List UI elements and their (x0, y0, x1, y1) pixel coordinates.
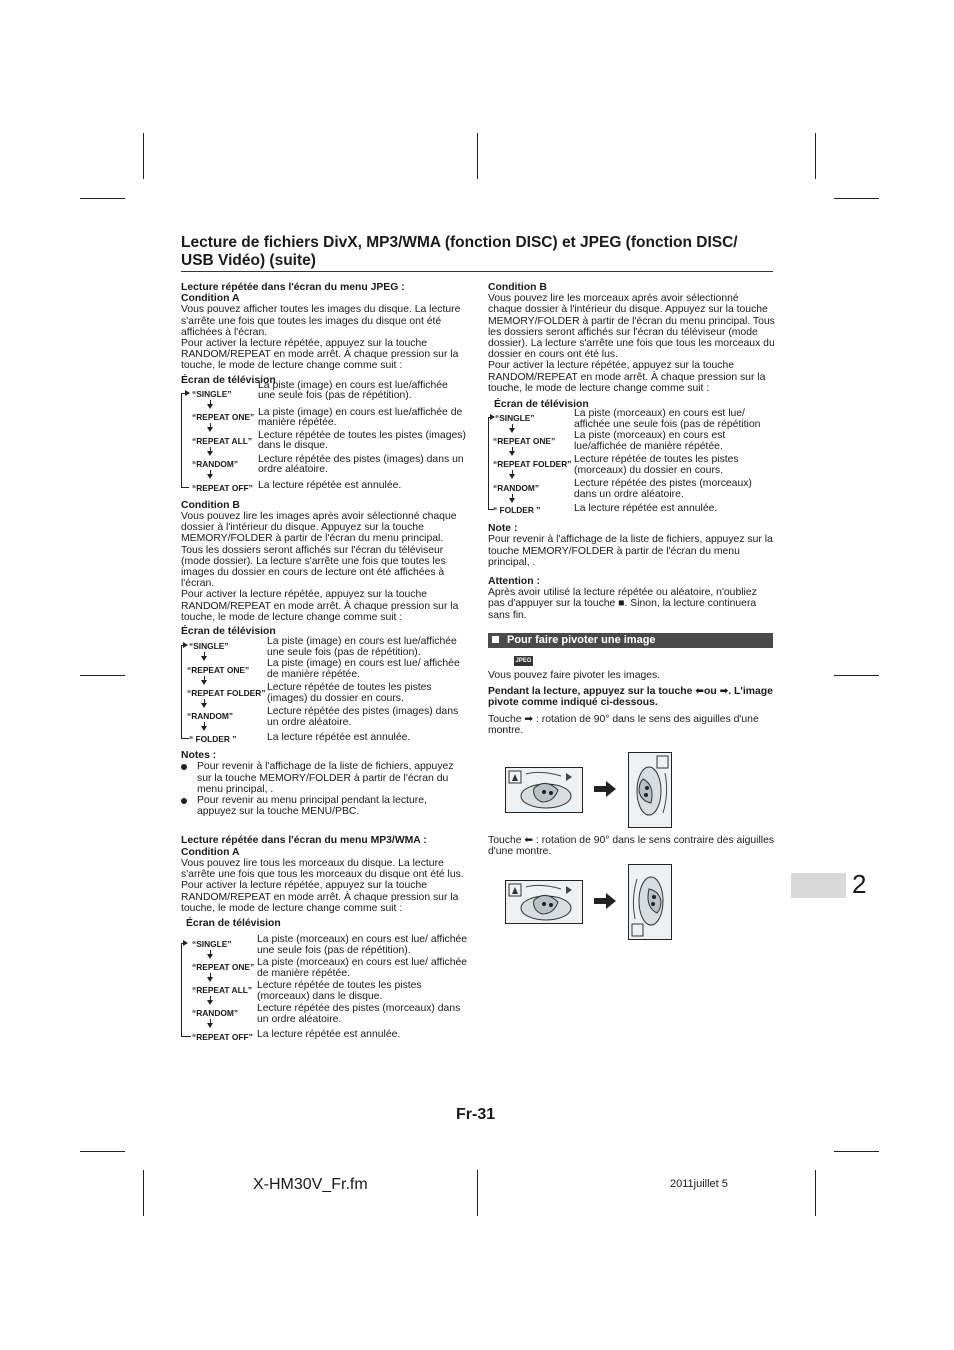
mode-description: Lecture répétée des pistes (morceaux) dans un ordre aléatoire. (574, 478, 752, 500)
mode-description: La piste (morceaux) en cours est lue/ affichée une seule fois (pas de répétition (574, 408, 761, 430)
mode-description: La lecture répétée est annulée. (258, 479, 402, 491)
square-bullet-icon (492, 636, 499, 643)
loop-line (181, 738, 189, 739)
attention-text: Après avoir utilisé la lecture répétée ou aléatoire, n'oubliez pas d'appuyer sur la touche ■. Sinon, la lecture continuera sans fin. (488, 587, 757, 621)
loop-line (181, 645, 182, 738)
mode-description: La piste (image) en cours est lue/affichée de manière répétée. (258, 406, 463, 429)
mode-repeat-one: “REPEAT ONE” (187, 665, 250, 676)
crop-mark (834, 1151, 879, 1152)
crop-mark (477, 1170, 478, 1216)
note-item: Pour revenir à l'affichage de la liste de fichiers, appuyez sur la touche MEMORY/FOLDER à partir de l'écran du menu principal, . (181, 761, 466, 795)
condition-b-text: Vous pouvez lire les images après avoir sélectionné chaque dossier à l'intérieur du disque. Appuyez sur la touche MEMORY/FOLDER à partir de l'écran du menu principal. Tous les dossiers seront affichés sur l'écran du téléviseur (mode dossier). La lecture s'arrête une fois que toutes les images du dossier en cours de lecture ont été affichées à l'écran. (181, 511, 457, 590)
mp3-condition-b-text: Vous pouvez lire les morceaux après avoir sélectionné chaque dossier à l'intérieur du disque. Appuyez sur la touche MEMORY/FOLDER à partir de l'écran du menu principal. Tous les dossiers seront affichés sur l'écran du téléviseur (mode dossier). La lecture s'arrête une fois que tous les morceaux du dossier en cours ont été lus. (488, 293, 775, 361)
down-arrow-icon (207, 427, 213, 432)
tv-screen-label: Écran de télévision (494, 399, 589, 411)
mode-repeat-one: “REPEAT ONE” (192, 962, 255, 973)
mode-description: La lecture répétée est annulée. (257, 1029, 401, 1041)
mp3-condition-b-instructions: Pour activer la lecture répétée, appuyez sur la touche RANDOM/REPEAT en mode arrêt. À chaque pression sur la touche, le mode de lecture change comme suit : (488, 360, 766, 394)
arrow-right-icon (594, 893, 616, 909)
portrait-photo-after (628, 752, 672, 828)
rotate-section-header (488, 633, 773, 648)
condition-a-text: Vous pouvez afficher toutes les images du disque. La lecture s'arrête une fois que toutes les images du disque ont été affichées à l'écran. (181, 304, 461, 338)
mode-repeat-all: “REPEAT ALL” (192, 435, 253, 446)
down-arrow-icon (201, 680, 207, 685)
down-arrow-icon (201, 726, 207, 731)
condition-b-instructions: Pour activer la lecture répétée, appuyez sur la touche RANDOM/REPEAT en mode arrêt. À chaque pression sur la touche, le mode de lecture change comme suit : (181, 589, 459, 623)
mp3-condition-a-text: Vous pouvez lire tous les morceaux du disque. La lecture s'arrête une fois que tous les morceaux du disque ont été lus. (181, 857, 464, 881)
loop-line (181, 943, 182, 1036)
down-arrow-icon (509, 428, 515, 433)
loop-arrow-icon (183, 940, 188, 946)
mode-repeat-all: “REPEAT ALL” (192, 985, 253, 996)
mode-description: La piste (image) en cours est lue/ affichée de manière répétée. (267, 658, 460, 680)
down-arrow-icon (207, 1023, 213, 1028)
down-arrow-icon (207, 404, 213, 409)
crop-mark (834, 198, 879, 199)
photo-illustration (629, 865, 671, 939)
rotate-section-title: Pour faire pivoter une image (507, 634, 656, 646)
mode-description: La lecture répétée est annulée. (267, 732, 411, 744)
crop-mark (815, 1170, 816, 1216)
crop-mark (477, 133, 478, 179)
mode-description: Lecture répétée des pistes (morceaux) dans un ordre aléatoire. (257, 1003, 461, 1025)
notes-list (181, 761, 466, 817)
loop-line (181, 1036, 191, 1037)
title-rule (181, 271, 773, 272)
crop-mark (834, 675, 879, 676)
jpeg-repeat-heading: Lecture répétée dans l'écran du menu JPEG : (181, 282, 405, 293)
notes-title: Notes : (181, 750, 217, 762)
crop-mark (80, 198, 125, 199)
footer-date: 2011juillet 5 (670, 1178, 728, 1190)
mode-random: “RANDOM” (192, 458, 239, 469)
portrait-photo-after (628, 864, 672, 940)
crop-mark (143, 133, 144, 179)
mp3-condition-b-title: Condition B (488, 282, 547, 293)
down-arrow-icon (207, 1000, 213, 1005)
rotate-section (488, 670, 775, 736)
loop-line (488, 417, 489, 509)
mode-description: Lecture répétée des pistes (images) dans un ordre aléatoire. (258, 453, 464, 476)
right-column (488, 282, 775, 621)
tv-screen-label: Écran de télévision (181, 626, 276, 638)
chapter-tab (791, 873, 846, 898)
note-text: Pour revenir à l'affichage de la liste de fichiers, appuyez sur la touche MEMORY/FOLDER à partir de l'écran du menu principal, . (488, 534, 773, 568)
page-title: Lecture de fichiers DivX, MP3/WMA (fonction DISC) et JPEG (fonction DISC/ USB Vidéo) (suite) (181, 234, 738, 269)
mode-description: Lecture répétée de toutes les pistes (morceaux) du dossier en cours. (574, 454, 739, 476)
mode-single: “SINGLE” (192, 939, 232, 950)
mode-description: Lecture répétée des pistes (images) dans un ordre aléatoire. (267, 706, 459, 728)
mode-repeat-one: “REPEAT ONE” (493, 436, 556, 447)
crop-mark (80, 1151, 125, 1152)
left-key-description: Touche ⬅ : rotation de 90° dans le sens contraire des aiguilles d'une montre. (488, 835, 775, 858)
left-column (181, 282, 466, 1047)
arrow-right-icon (594, 781, 616, 797)
mode-description: La piste (morceaux) en cours est lue/affichée de manière répétée. (574, 430, 726, 452)
jpeg-badge: JPEG (515, 658, 532, 664)
tv-screen-label: Écran de télévision (181, 374, 276, 386)
down-arrow-icon (201, 703, 207, 708)
mode-description: La piste (image) en cours est lue/affichée une seule fois (pas de répétition). (258, 379, 448, 402)
mode-description: La piste (morceaux) en cours est lue/ affichée une seule fois (pas de répétition). (257, 934, 468, 956)
mp3-condition-a-title: Condition A (181, 846, 240, 858)
mode-single: “SINGLE” (495, 413, 535, 424)
landscape-photo-before (505, 880, 583, 924)
page-number: Fr-31 (456, 1106, 496, 1123)
down-arrow-icon (509, 474, 515, 479)
repeat-flow-mp3-a (181, 934, 468, 1047)
chapter-number: 2 (852, 869, 867, 899)
mode-description: Lecture répétée de toutes les pistes (images) du dossier en cours. (267, 682, 432, 704)
mode-random: “RANDOM” (493, 483, 540, 494)
loop-arrow-icon (185, 390, 190, 396)
mode-single: “SINGLE” (192, 388, 232, 399)
note-title: Note : (488, 523, 518, 535)
crop-mark (143, 1170, 144, 1216)
rotate-intro: Vous pouvez faire pivoter les images. (488, 670, 661, 681)
repeat-flow-mp3-b (488, 408, 775, 521)
note-item: Pour revenir au menu principal pendant la lecture, appuyez sur la touche MENU/PBC. (181, 795, 466, 817)
condition-a-instructions: Pour activer la lecture répétée, appuyez sur la touche RANDOM/REPEAT en mode arrêt. À chaque pression sur la touche, le mode de lecture change comme suit : (181, 338, 459, 372)
loop-arrow-icon (183, 642, 188, 648)
left-key-section (488, 835, 775, 857)
tv-screen-label: Écran de télévision (186, 917, 281, 929)
mode-description: La piste (morceaux) en cours est lue/ affichée de manière répétée. (257, 957, 468, 979)
crop-mark (80, 675, 125, 676)
mode-repeat-off: “REPEAT OFF” (192, 1032, 253, 1043)
crop-mark (815, 133, 816, 179)
mode-repeat-folder: “REPEAT FOLDER” (187, 688, 266, 699)
down-arrow-icon (509, 498, 515, 503)
down-arrow-icon (207, 451, 213, 456)
rotate-instruction: Pendant la lecture, appuyez sur la touche ⬅ou ➡. L'image pivote comme indiqué ci-dessous. (488, 686, 773, 709)
photo-illustration (506, 768, 582, 812)
attention-title: Attention : (488, 576, 540, 588)
right-key-description: Touche ➡ : rotation de 90° dans le sens des aiguilles d'une montre. (488, 713, 759, 736)
condition-a-title: Condition A (181, 293, 240, 305)
mode-repeat-one: “REPEAT ONE” (192, 411, 255, 422)
down-arrow-icon (207, 977, 213, 982)
photo-illustration (629, 753, 671, 827)
mode-repeat-off: “REPEAT OFF” (192, 482, 253, 493)
landscape-photo-before (505, 767, 583, 813)
mode-description: La lecture répétée est annulée. (574, 503, 718, 515)
mode-single: “SINGLE” (189, 641, 229, 652)
repeat-flow-jpeg-b (181, 636, 466, 750)
down-arrow-icon (207, 474, 213, 479)
down-arrow-icon (207, 954, 213, 959)
down-arrow-icon (201, 656, 207, 661)
mode-description: Lecture répétée de toutes les pistes (morceaux) dans le disque. (257, 980, 422, 1002)
footer-filename: X-HM30V_Fr.fm (253, 1176, 368, 1193)
mode-folder: “ FOLDER ” (189, 734, 237, 745)
mode-description: La piste (image) en cours est lue/affichée une seule fois (pas de répétition). (267, 636, 457, 658)
down-arrow-icon (509, 451, 515, 456)
mode-repeat-folder: “REPEAT FOLDER” (493, 459, 572, 470)
loop-line (181, 393, 182, 487)
loop-line (181, 487, 189, 488)
mode-description: Lecture répétée de toutes les pistes (images) dans le disque. (258, 429, 466, 452)
mp3-condition-a-instructions: Pour activer la lecture répétée, appuyez sur la touche RANDOM/REPEAT en mode arrêt. À chaque pression sur la touche, le mode de lecture change comme suit : (181, 880, 459, 914)
mode-random: “RANDOM” (192, 1008, 239, 1019)
condition-b-title: Condition B (181, 499, 240, 511)
mp3-repeat-heading: Lecture répétée dans l'écran du menu MP3/WMA : (181, 835, 427, 847)
mode-random: “RANDOM” (187, 711, 234, 722)
photo-illustration (506, 881, 582, 923)
mode-folder: “ FOLDER ” (493, 505, 541, 516)
